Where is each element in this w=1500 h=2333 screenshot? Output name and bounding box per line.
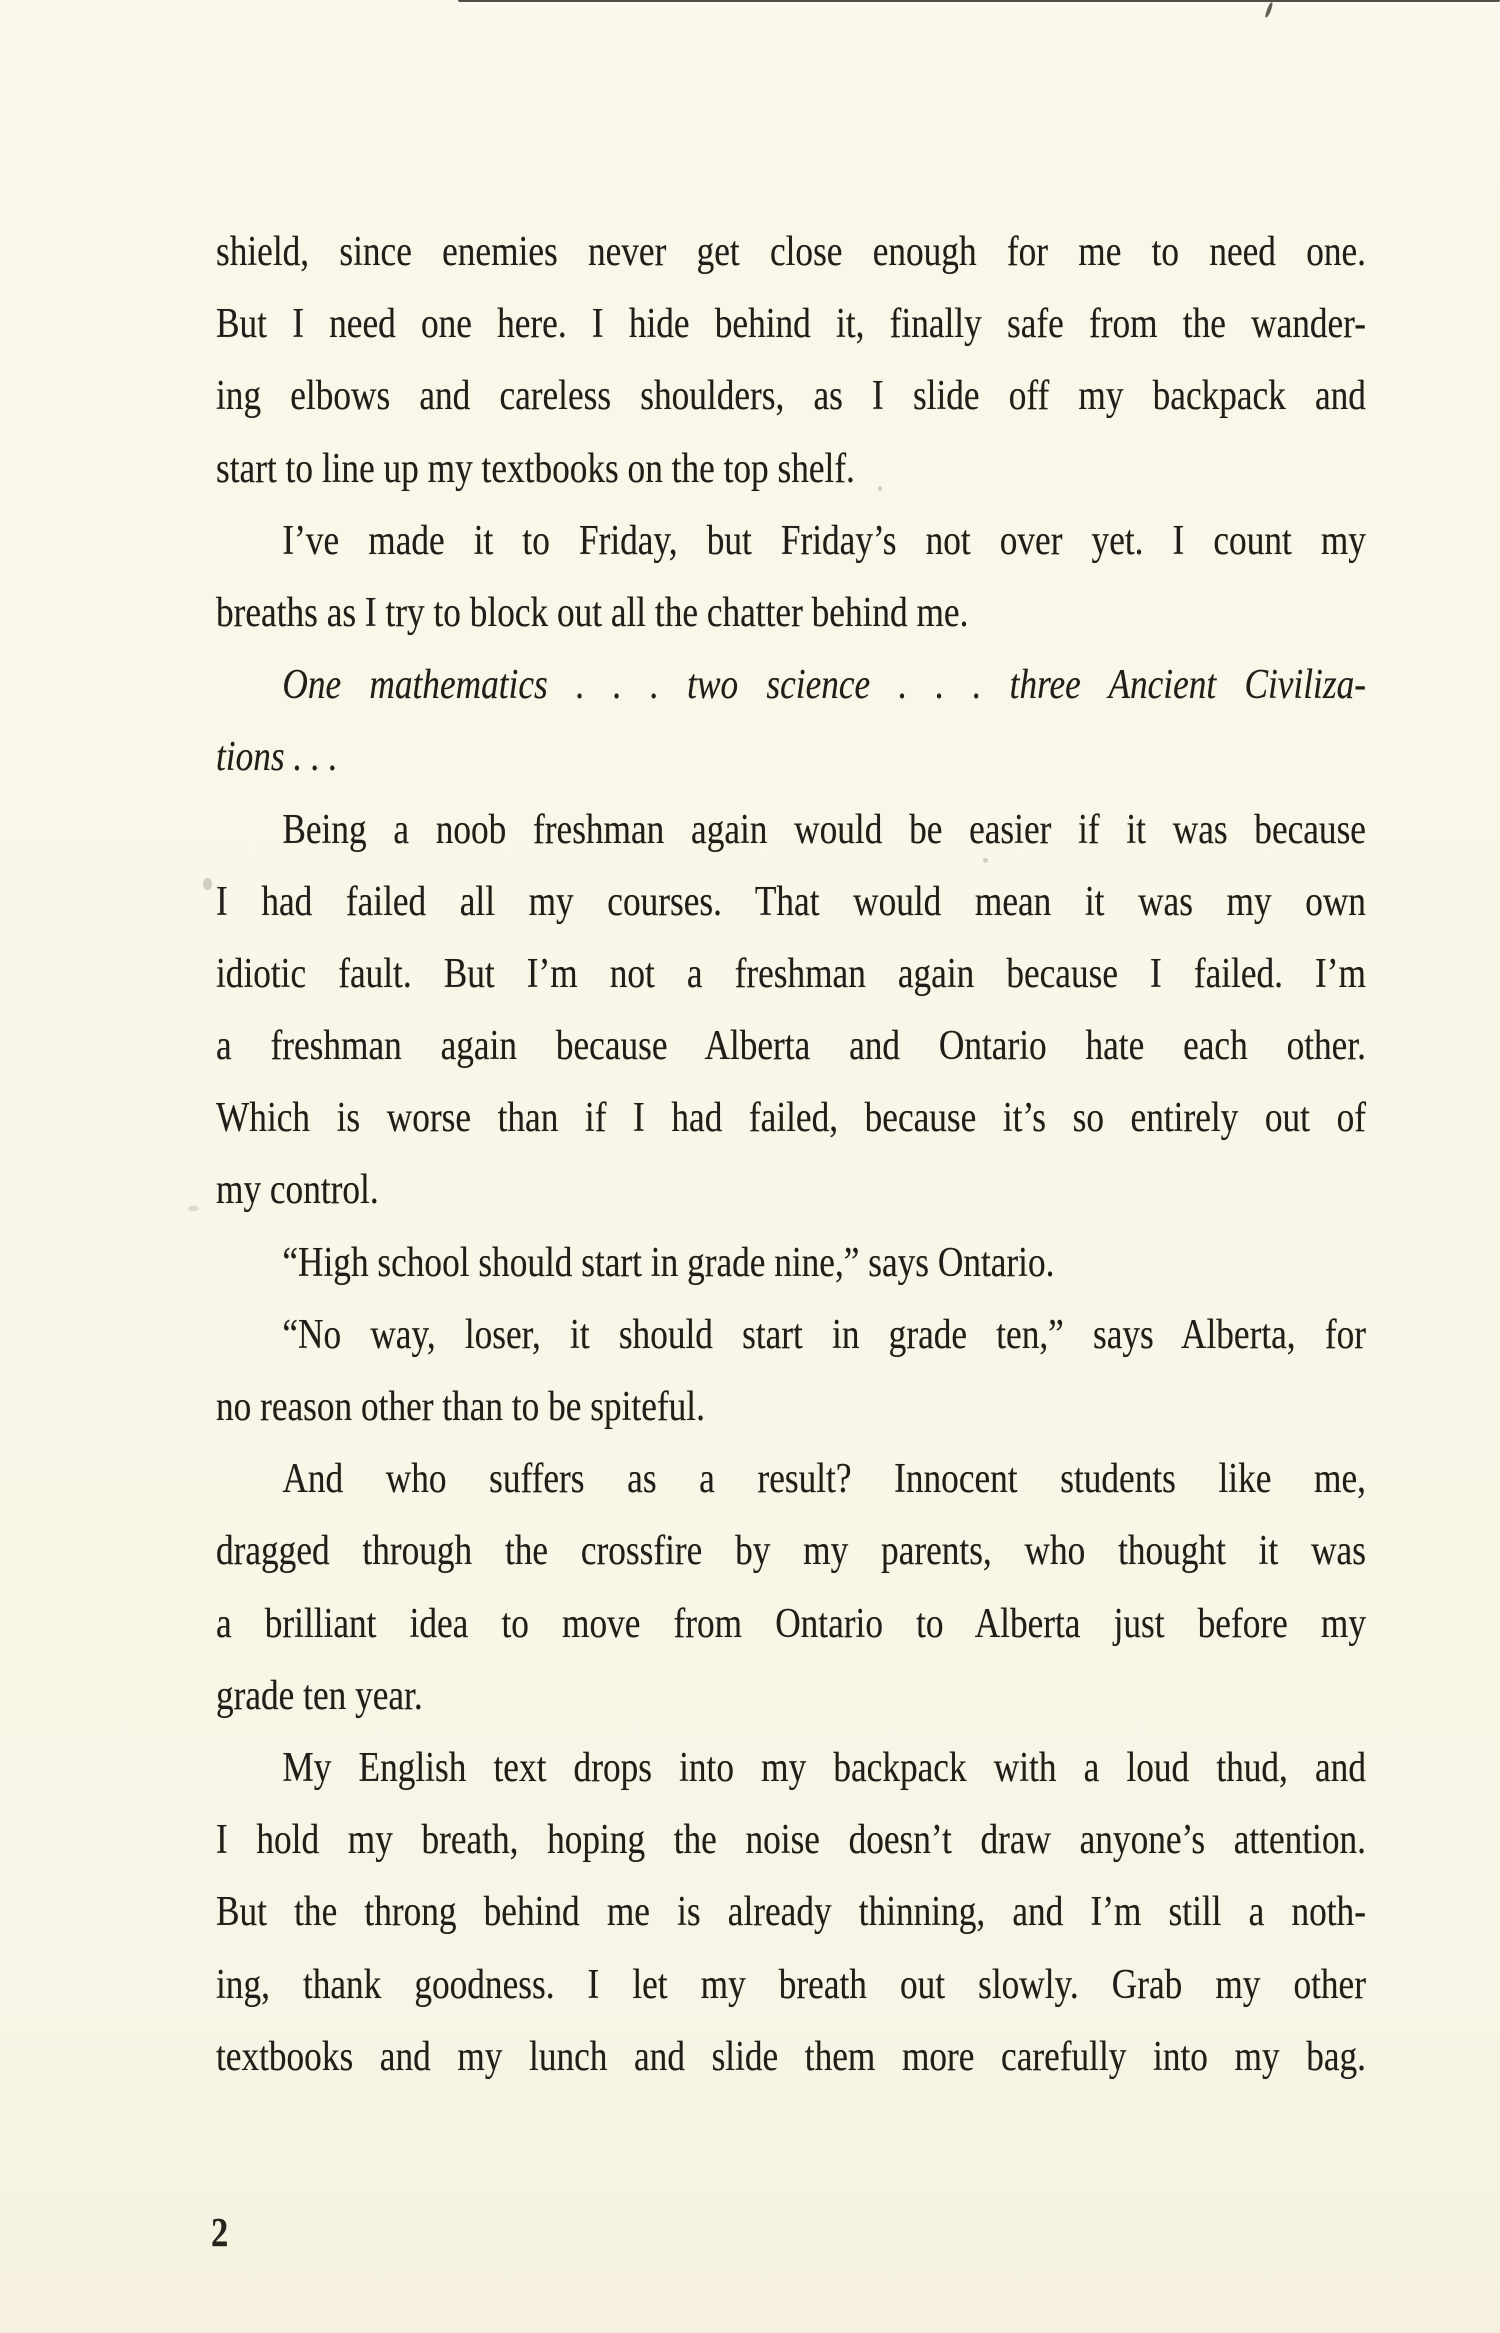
text-line: But I need one here. I hide behind it, finally safe from the wander- bbox=[216, 301, 1366, 348]
text-line: my control. bbox=[216, 1167, 379, 1214]
text-line: I hold my breath, hoping the noise doesn’t draw anyone’s attention. bbox=[216, 1817, 1366, 1864]
text-line: a brilliant idea to move from Ontario to Alberta just before my bbox=[216, 1600, 1366, 1647]
text-line: ing elbows and careless shoulders, as I slide off my backpack and bbox=[216, 373, 1366, 420]
text-line: textbooks and my lunch and slide them more carefully into my bag. bbox=[216, 2033, 1366, 2080]
text-line: start to line up my textbooks on the top shelf. bbox=[216, 445, 855, 492]
text-line: One mathematics . . . two science . . . three Ancient Civiliza- bbox=[282, 662, 1366, 709]
text-line: shield, since enemies never get close enough for me to need one. bbox=[216, 229, 1366, 275]
text-line: dragged through the crossfire by my parents, who thought it was bbox=[216, 1528, 1366, 1575]
text-line: grade ten year. bbox=[216, 1672, 423, 1719]
text-line: breaths as I try to block out all the chatter behind me. bbox=[216, 589, 969, 636]
scan-edge-line bbox=[458, 0, 1500, 2]
text-line: idiotic fault. But I’m not a freshman again because I failed. I’m bbox=[216, 950, 1366, 997]
scan-speck bbox=[203, 878, 212, 890]
page-text bbox=[216, 216, 1366, 2093]
text-line: And who suffers as a result? Innocent students like me, bbox=[282, 1456, 1366, 1503]
text-line: ing, thank goodness. I let my breath out slowly. Grab my other bbox=[216, 1961, 1366, 2008]
text-line: Which is worse than if I had failed, because it’s so entirely out of bbox=[216, 1095, 1366, 1142]
text-line: But the throng behind me is already thinning, and I’m still a noth- bbox=[216, 1889, 1366, 1936]
text-line: “High school should start in grade nine,” says Ontario. bbox=[282, 1239, 1055, 1286]
text-line: no reason other than to be spiteful. bbox=[216, 1384, 705, 1430]
stray-ink-mark bbox=[1264, 2, 1273, 19]
text-line: My English text drops into my backpack with a loud thud, and bbox=[282, 1744, 1366, 1791]
text-line: I’ve made it to Friday, but Friday’s not over yet. I count my bbox=[282, 517, 1366, 564]
text-line: “No way, loser, it should start in grade ten,” says Alberta, for bbox=[282, 1311, 1366, 1358]
scan-speck bbox=[188, 1206, 199, 1211]
text-line: I had failed all my courses. That would mean it was my own bbox=[216, 878, 1366, 925]
page-number: 2 bbox=[211, 2209, 229, 2255]
text-line: Being a noob freshman again would be easier if it was because bbox=[282, 806, 1366, 853]
text-line: a freshman again because Alberta and Ontario hate each other. bbox=[216, 1023, 1366, 1070]
text-line: tions . . . bbox=[216, 734, 338, 781]
